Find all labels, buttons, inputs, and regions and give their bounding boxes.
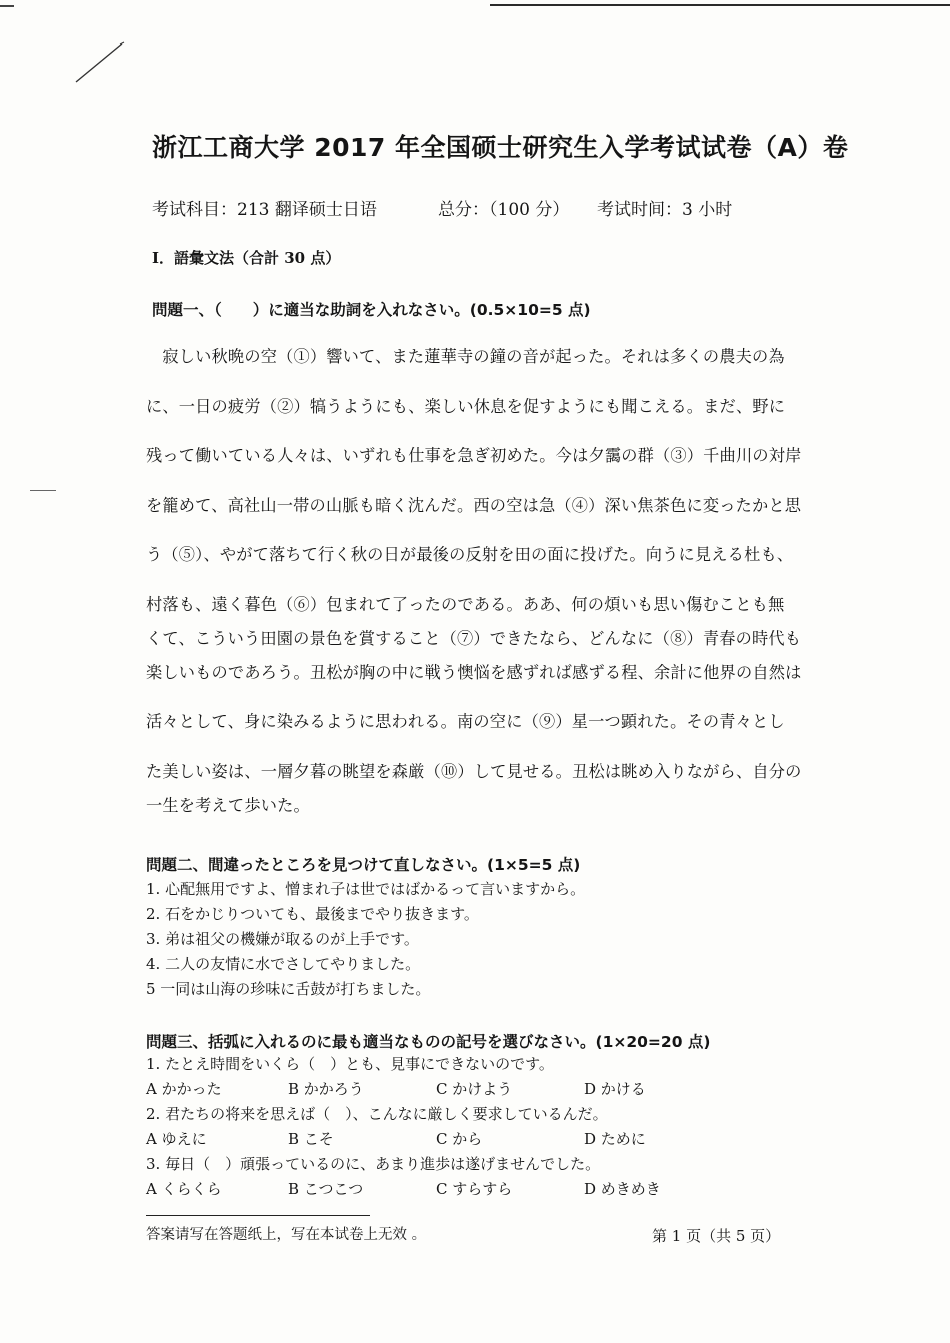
section-heading: Ⅰ．語彙文法（合計 30 点）	[152, 249, 341, 267]
choice-question	[146, 1053, 826, 1103]
passage-line: 一生を考えて歩いた。	[146, 795, 310, 815]
option-a: A かかった	[146, 1080, 222, 1098]
footer-divider	[146, 1215, 370, 1216]
option-b: B かかろう	[288, 1080, 364, 1098]
scan-edge-line	[490, 4, 950, 6]
passage-line: 残って働いている人々は、いずれも仕事を急ぎ初めた。今は夕靄の群（③）千曲川の対岸	[146, 446, 802, 465]
list-item: 3. 弟は祖父の機嫌が取るのが上手です。	[146, 930, 419, 948]
question-3-items	[146, 1053, 826, 1203]
pen-stroke-mark	[70, 40, 130, 90]
option-d: D かける	[584, 1080, 646, 1098]
exam-time: 考试时间：3 小时	[597, 200, 733, 220]
option-b: B こそ	[288, 1130, 334, 1148]
question-1-heading: 問題一、（ ）に適当な助詞を入れなさい。(0.5×10=5 点)	[152, 301, 591, 319]
option-d: D ために	[584, 1130, 646, 1148]
exam-total-score: 总分：（100 分）	[438, 200, 570, 220]
passage-line: た美しい姿は、一層夕暮の眺望を森厳（⑩）して見せる。丑松は眺め入りながら、自分の	[146, 761, 802, 781]
passage-line: 村落も、遠く暮色（⑥）包まれて了ったのである。ああ、何の煩いも思い傷むことも無	[146, 594, 785, 614]
answer-options	[146, 1178, 826, 1203]
option-c: C かけよう	[436, 1080, 513, 1098]
question-3-heading: 問題三、括弧に入れるのに最も適当なものの記号を選びなさい。(1×20=20 点)	[146, 1033, 711, 1051]
page-number: 第 1 页（共 5 页）	[652, 1227, 781, 1245]
list-item: 5 一同は山海の珍味に舌鼓が打ちました。	[146, 980, 431, 998]
list-item: 4. 二人の友情に水でさしてやりました。	[146, 955, 421, 973]
exam-title: 浙江工商大学 2017 年全国硕士研究生入学考试试卷（A）卷	[152, 133, 849, 162]
scan-margin-mark	[30, 490, 56, 491]
question-2-list	[146, 877, 585, 1002]
answer-options	[146, 1078, 826, 1103]
passage-line: 寂しい秋晩の空（①）響いて、また蓮華寺の鐘の音が起った。それは多くの農夫の為	[146, 347, 785, 366]
question-2-heading: 問題二、間違ったところを見つけて直しなさい。(1×5=5 点)	[146, 856, 581, 874]
question-stem: 1. たとえ時間をいくら（ ）とも、見事にできないのです。	[146, 1055, 554, 1073]
option-b: B こつこつ	[288, 1180, 364, 1198]
question-stem: 3. 毎日（ ）頑張っているのに、あまり進歩は遂げませんでした。	[146, 1155, 601, 1173]
choice-question	[146, 1153, 826, 1203]
option-a: A ゆえに	[146, 1130, 207, 1148]
answer-options	[146, 1128, 826, 1153]
passage-line: 活々として、身に染みるように思われる。南の空に（⑨）星一つ顕れた。その青々とし	[146, 712, 785, 731]
exam-subject: 考试科目：213 翻译硕士日语	[152, 200, 377, 220]
passage-line: を籠めて、高社山一帯の山脈も暗く沈んだ。西の空は急（④）深い焦茶色に変ったかと思	[146, 495, 802, 515]
question-stem: 2. 君たちの将来を思えば（ ）、こんなに厳しく要求しているんだ。	[146, 1105, 608, 1123]
passage-line: う（⑤）、やがて落ちて行く秋の日が最後の反射を田の面に投げた。向うに見える杜も、	[146, 545, 794, 564]
option-c: C から	[436, 1130, 483, 1148]
footer-note: 答案请写在答题纸上，写在本试卷上无效 。	[146, 1227, 427, 1243]
passage-line: くて、こういう田園の景色を賞すること（⑦）できたなら、どんなに（⑧）青春の時代も	[146, 628, 802, 648]
choice-question	[146, 1103, 826, 1153]
scan-edge-mark	[0, 5, 14, 7]
question-1-passage	[146, 345, 814, 828]
list-item: 1. 心配無用ですよ、憎まれ子は世ではばかるって言いますから。	[146, 880, 586, 898]
passage-line: 楽しいものであろう。丑松が胸の中に戦う懊悩を感ずれば感ずる程、余計に他界の自然は	[146, 662, 802, 682]
option-c: C すらすら	[436, 1180, 513, 1198]
passage-line: に、一日の疲労（②）犒うようにも、楽しい休息を促すようにも聞こえる。まだ、野に	[146, 396, 786, 416]
list-item: 2. 石をかじりついても、最後までやり抜きます。	[146, 905, 479, 923]
option-a: A くらくら	[146, 1180, 222, 1198]
option-d: D めきめき	[584, 1180, 661, 1198]
